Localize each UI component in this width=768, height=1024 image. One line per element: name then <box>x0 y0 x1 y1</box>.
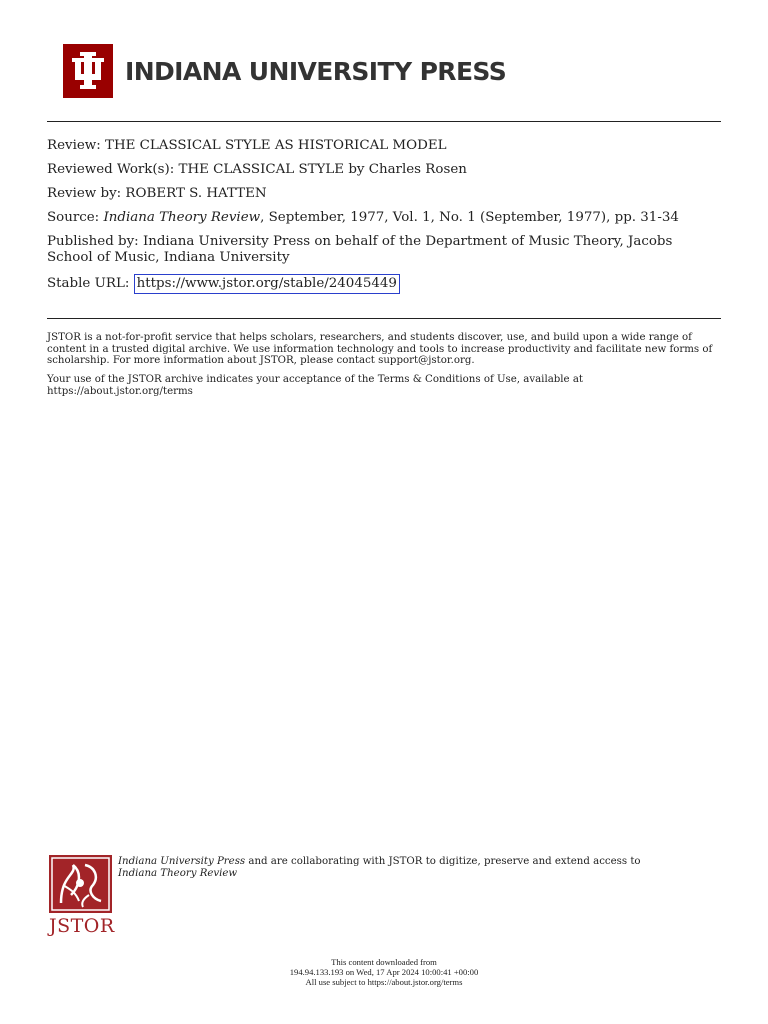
jstor-description <box>47 332 721 367</box>
collab-journal: Indiana Theory Review <box>118 867 238 879</box>
source-label: Source: <box>47 210 100 225</box>
collab-partner: Indiana University Press <box>118 856 246 867</box>
review-title: THE CLASSICAL STYLE AS HISTORICAL MODEL <box>105 138 447 153</box>
collab-middle: and are collaborating with JSTOR to digitize, preserve and extend access to <box>245 856 641 867</box>
publisher-name: INDIANA UNIVERSITY PRESS <box>125 56 507 86</box>
top-divider <box>47 121 721 122</box>
source-line <box>47 210 707 226</box>
review-by-label: Review by: <box>47 186 122 201</box>
footer-line-1: This content downloaded from <box>331 957 437 967</box>
publisher-logo <box>63 44 506 98</box>
stable-url-label: Stable URL: <box>47 276 130 291</box>
jstor-description-text: JSTOR is a not-for-profit service that helps scholars, researchers, and students discover, use, and build upon a wide range of content in a trusted digital archive. We use information technology and tools to increase productivity and facilitate new forms of scholarship. For more information about JSTOR, please contact support@jstor.org. <box>47 332 713 366</box>
iu-trident-icon <box>63 44 113 98</box>
jstor-logo <box>49 855 113 937</box>
review-by-line <box>47 186 707 202</box>
middle-divider <box>47 318 721 319</box>
source-details: , September, 1977, Vol. 1, No. 1 (September, 1977), pp. 31-34 <box>260 210 679 225</box>
collaboration-statement <box>118 856 678 879</box>
review-label: Review: <box>47 138 101 153</box>
collaboration-text <box>118 856 678 879</box>
reviewed-work-line <box>47 162 707 178</box>
published-by-line <box>47 234 707 266</box>
terms-notice <box>47 374 721 397</box>
jstor-wordmark: JSTOR <box>49 915 115 937</box>
jstor-emblem-icon <box>49 855 112 913</box>
source-journal: Indiana Theory Review <box>103 210 261 225</box>
reviewed-work: THE CLASSICAL STYLE by Charles Rosen <box>178 162 467 177</box>
citation-metadata <box>47 138 707 302</box>
reviewed-label: Reviewed Work(s): <box>47 162 175 177</box>
stable-url-line <box>47 274 707 294</box>
download-footer <box>0 957 768 987</box>
published-by: Indiana University Press on behalf of the Department of Music Theory, Jacobs School of Music, Indiana University <box>47 234 673 265</box>
published-label: Published by: <box>47 234 139 249</box>
footer-line-3: All use subject to https://about.jstor.org/terms <box>305 977 463 987</box>
terms-notice-text: Your use of the JSTOR archive indicates your acceptance of the Terms & Conditions of Use, available at https://about.jstor.org/terms <box>47 374 583 397</box>
footer-line-2: 194.94.133.193 on Wed, 17 Apr 2024 10:00:41 +00:00 <box>289 967 479 977</box>
review-author: ROBERT S. HATTEN <box>125 186 267 201</box>
review-line <box>47 138 707 154</box>
stable-url-link[interactable]: https://www.jstor.org/stable/24045449 <box>134 274 400 294</box>
